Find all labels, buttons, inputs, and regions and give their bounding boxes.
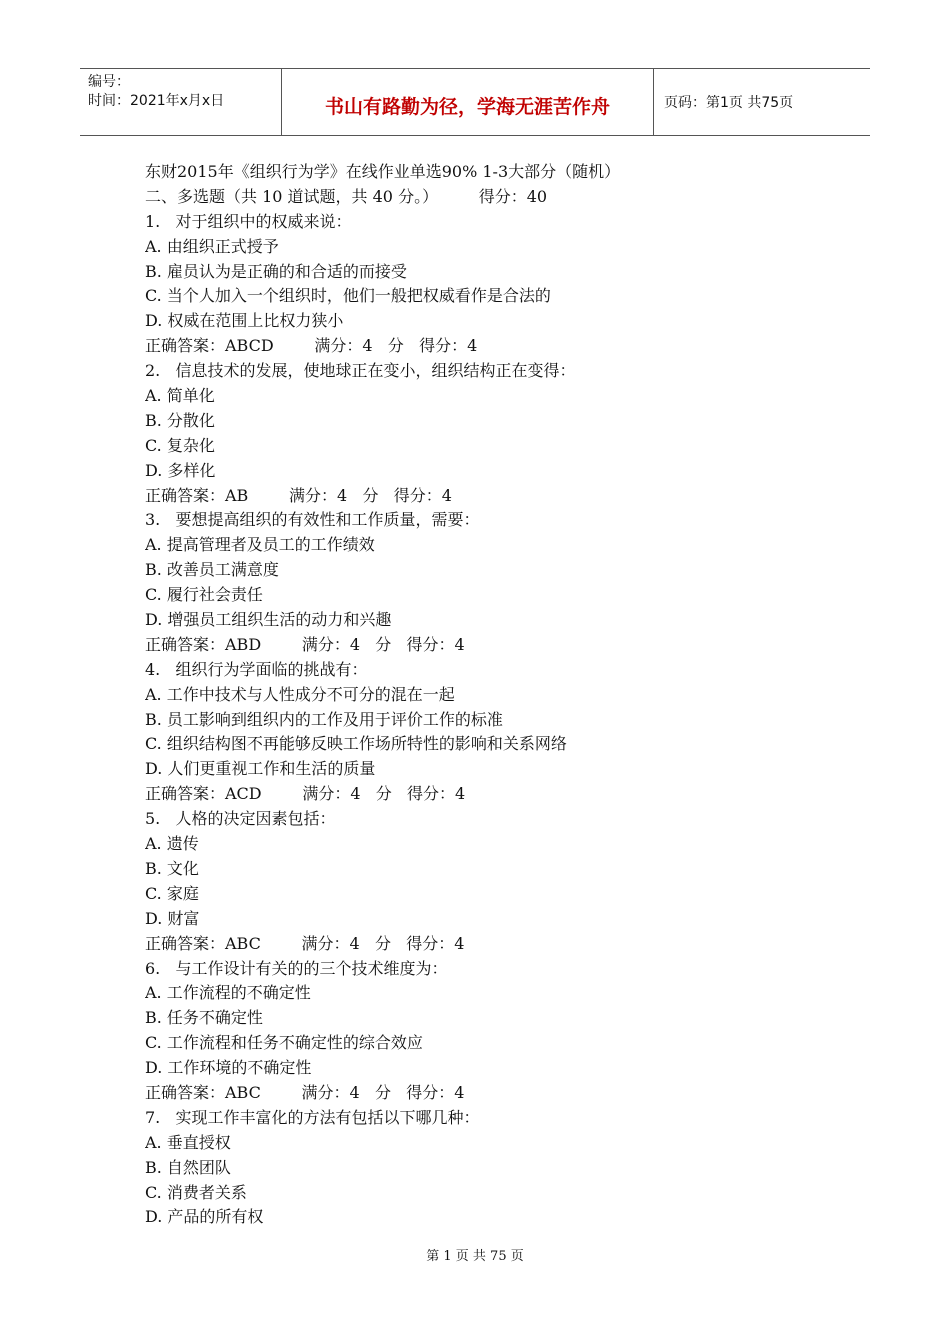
option-a: A. 提高管理者及员工的工作绩效 bbox=[145, 535, 375, 555]
question-stem: 4. 组织行为学面临的挑战有： bbox=[145, 659, 368, 679]
option-d: D. 人们更重视工作和生活的质量 bbox=[145, 759, 376, 779]
number-label: 编号： bbox=[88, 74, 130, 90]
question-6 bbox=[145, 957, 845, 1106]
option-b: B. 员工影响到组织内的工作及用于评价工作的标准 bbox=[145, 709, 503, 729]
option-c: C. 当个人加入一个组织时，他们一般把权威看作是合法的 bbox=[145, 286, 551, 306]
motto-text: 书山有路勤为径，学海无涯苦作舟 bbox=[324, 95, 610, 118]
option-a: A. 垂直授权 bbox=[145, 1132, 231, 1152]
answer-line: 正确答案：AB 满分：4 分 得分：4 bbox=[145, 485, 452, 505]
question-stem: 1. 对于组织中的权威来说： bbox=[145, 211, 352, 231]
question-2 bbox=[145, 359, 845, 508]
question-7 bbox=[145, 1106, 845, 1230]
option-c: C. 消费者关系 bbox=[145, 1182, 247, 1202]
option-c: C. 家庭 bbox=[145, 883, 199, 903]
document-body bbox=[145, 160, 845, 1230]
option-b: B. 任务不确定性 bbox=[145, 1008, 263, 1028]
document-title: 东财2015年《组织行为学》在线作业单选90% 1-3大部分（随机） bbox=[145, 162, 621, 181]
option-d: D. 财富 bbox=[145, 908, 200, 928]
question-stem: 2. 信息技术的发展，使地球正在变小，组织结构正在变得： bbox=[145, 361, 576, 381]
header-motto-cell bbox=[282, 69, 654, 135]
option-c: C. 工作流程和任务不确定性的综合效应 bbox=[145, 1033, 423, 1053]
section-heading: 二、多选题（共 10 道试题，共 40 分。） 得分：40 bbox=[145, 186, 548, 206]
answer-line: 正确答案：ABC 满分：4 分 得分：4 bbox=[145, 1082, 465, 1102]
page-header bbox=[80, 68, 870, 136]
question-stem: 6. 与工作设计有关的的三个技术维度为： bbox=[145, 958, 448, 978]
option-b: B. 文化 bbox=[145, 858, 199, 878]
option-a: A. 简单化 bbox=[145, 386, 215, 406]
time-label: 时间：2021年x月x日 bbox=[88, 93, 225, 109]
option-b: B. 自然团队 bbox=[145, 1157, 231, 1177]
option-b: B. 改善员工满意度 bbox=[145, 560, 279, 580]
answer-line: 正确答案：ABD 满分：4 分 得分：4 bbox=[145, 634, 465, 654]
option-c: C. 组织结构图不再能够反映工作场所特性的影响和关系网络 bbox=[145, 734, 567, 754]
answer-line: 正确答案：ACD 满分：4 分 得分：4 bbox=[145, 784, 466, 804]
option-d: D. 产品的所有权 bbox=[145, 1207, 264, 1227]
page-info: 页码：第1页 共75页 bbox=[664, 95, 794, 111]
option-b: B. 分散化 bbox=[145, 410, 215, 430]
option-c: C. 复杂化 bbox=[145, 435, 215, 455]
option-a: A. 工作流程的不确定性 bbox=[145, 983, 311, 1003]
answer-line: 正确答案：ABCD 满分：4 分 得分：4 bbox=[145, 336, 478, 356]
question-1 bbox=[145, 210, 845, 359]
option-d: D. 多样化 bbox=[145, 460, 216, 480]
header-page-cell bbox=[654, 69, 870, 135]
option-b: B. 雇员认为是正确的和合适的而接受 bbox=[145, 261, 407, 281]
answer-line: 正确答案：ABC 满分：4 分 得分：4 bbox=[145, 933, 465, 953]
option-a: A. 遗传 bbox=[145, 834, 199, 854]
question-stem: 7. 实现工作丰富化的方法有包括以下哪几种： bbox=[145, 1107, 480, 1127]
option-d: D. 工作环境的不确定性 bbox=[145, 1058, 312, 1078]
option-d: D. 增强员工组织生活的动力和兴趣 bbox=[145, 610, 392, 630]
question-stem: 5. 人格的决定因素包括： bbox=[145, 809, 336, 829]
question-3 bbox=[145, 508, 845, 657]
page-footer: 第 1 页 共 75 页 bbox=[426, 1249, 524, 1264]
question-stem: 3. 要想提高组织的有效性和工作质量，需要： bbox=[145, 510, 480, 530]
question-5 bbox=[145, 807, 845, 956]
question-4 bbox=[145, 658, 845, 807]
option-c: C. 履行社会责任 bbox=[145, 585, 263, 605]
option-a: A. 由组织正式授予 bbox=[145, 236, 279, 256]
option-a: A. 工作中技术与人性成分不可分的混在一起 bbox=[145, 684, 455, 704]
option-d: D. 权威在范围上比权力狭小 bbox=[145, 311, 344, 331]
header-info-cell bbox=[80, 69, 282, 135]
